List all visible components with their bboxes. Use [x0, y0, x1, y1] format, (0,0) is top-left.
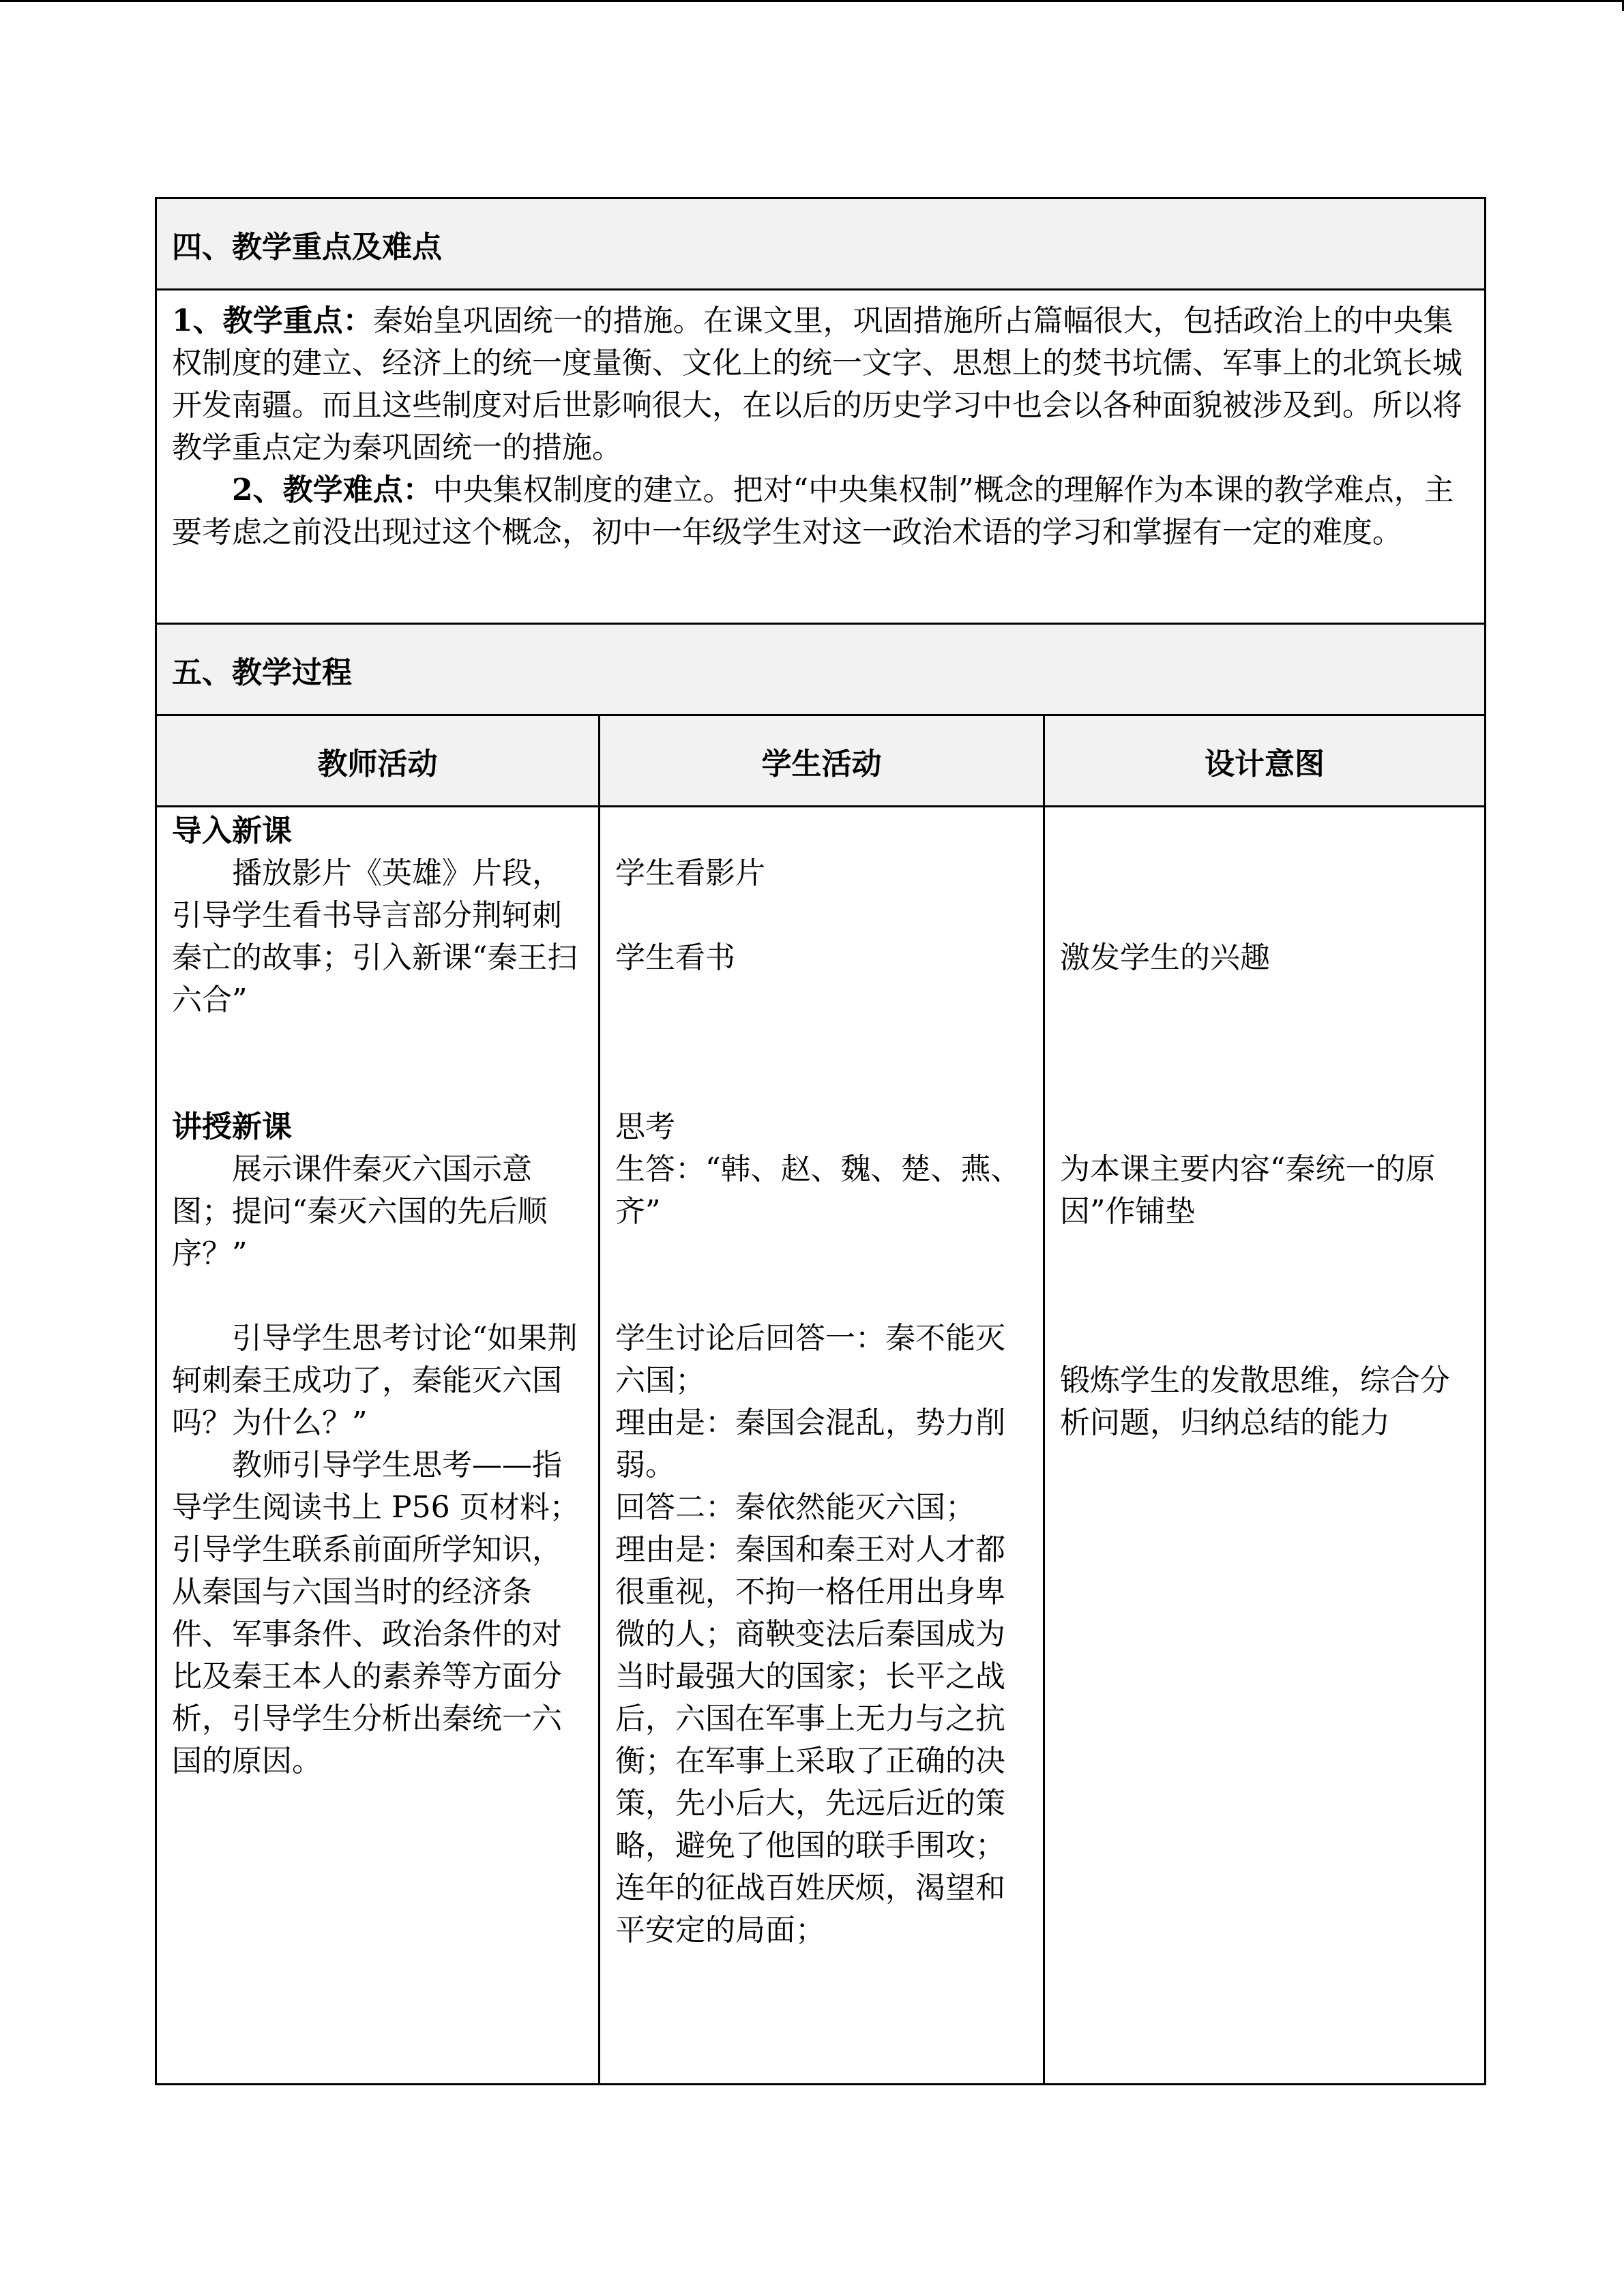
- student-text-1: 学生看影片: [615, 856, 765, 891]
- intent-3: [1060, 1360, 1472, 1444]
- process-table-header: [157, 716, 1484, 807]
- process-table-body: [157, 807, 1484, 2083]
- student-text-5: 学生讨论后回答一：秦不能灭六国；: [615, 1321, 1005, 1398]
- student-text-3: 思考: [615, 1109, 675, 1144]
- lesson-plan-table: [155, 197, 1486, 2085]
- intent-text-3: 锻炼学生的发散思维，综合分析问题，归纳总结的能力: [1060, 1363, 1450, 1440]
- intro-text: 播放影片《英雄》片段，引导学生看书导言部分荆轲刺秦亡的故事；引入新课“秦王扫六合”: [172, 856, 578, 1017]
- student-activity-column: [600, 807, 1045, 2083]
- intent-text-1: 激发学生的兴趣: [1060, 940, 1270, 975]
- key-point-paragraph: [172, 300, 1469, 469]
- student-read: [615, 937, 1031, 979]
- header-student-activity: 学生活动: [600, 716, 1045, 805]
- section4-body: [157, 290, 1484, 625]
- header-design-intent: 设计意图: [1205, 746, 1325, 781]
- student-text-6: 理由是：秦国会混乱，势力削弱。: [615, 1405, 1005, 1482]
- teacher-activity-column: [157, 807, 600, 2083]
- lecture-text-1: 展示课件秦灭六国示意图；提问“秦灭六国的先后顺序？”: [172, 1152, 548, 1271]
- key-point-text: 秦始皇巩固统一的措施。在课文里，巩固措施所占篇幅很大，包括政治上的中央集权制度的建立、经济上的统一度量衡、文化上的统一文字、思想上的焚书坑儒、军事上的北筑长城开发南疆。而且这些制度对后世影响很大，在以后的历史学习中也会以各种面貌被涉及到。所以将教学重点定为秦巩固统一的措施。: [172, 303, 1462, 465]
- header-teacher-activity: 教师活动: [157, 716, 600, 805]
- student-text-4: 生答：“韩、赵、魏、楚、燕、齐”: [615, 1152, 1021, 1229]
- intent-text-2: 为本课主要内容“秦统一的原因”作铺垫: [1060, 1152, 1436, 1229]
- lecture-text-2: 引导学生思考讨论“如果荆轲刺秦王成功了，秦能灭六国吗？为什么？”: [172, 1321, 578, 1440]
- student-text-2: 学生看书: [615, 940, 735, 975]
- student-watch: [615, 852, 1031, 895]
- section5-title: 五、教学过程: [157, 625, 1484, 716]
- key-point-label: 1、教学重点：: [172, 303, 373, 338]
- difficulty-label: 2、教学难点：: [232, 473, 433, 507]
- intent-2: [1060, 1148, 1472, 1233]
- lecture-block-2: [172, 1317, 586, 1783]
- intro-heading: 导入新课: [172, 814, 292, 848]
- intro-block: [172, 810, 586, 1022]
- lecture-text-3: 教师引导学生思考——指导学生阅读书上 P56 页材料；引导学生联系前面所学知识，从秦国与六国当时的经济条件、军事条件、政治条件的对比及秦王本人的素养等方面分析，引导学生分析出秦统一六国的原因。: [172, 1448, 580, 1778]
- lesson-plan-page: [155, 197, 1486, 2085]
- student-text-8: 理由是：秦国和秦王对人才都很重视，不拘一格任用出身卑微的人；商鞅变法后秦国成为当时最强大的国家；长平之战后，六国在军事上无力与之抗衡；在军事上采取了正确的决策，先小后大，先远后近的策略，避免了他国的联手围攻；连年的征战百姓厌烦，渴望和平安定的局面；: [615, 1532, 1005, 1948]
- student-discuss: [615, 1317, 1031, 1952]
- student-think: [615, 1106, 1031, 1233]
- lecture-heading: 讲授新课: [172, 1109, 292, 1144]
- intent-1: [1060, 937, 1472, 979]
- student-text-7: 回答二：秦依然能灭六国；: [615, 1490, 975, 1525]
- lecture-block: [172, 1106, 586, 1275]
- difficulty-paragraph: [172, 469, 1469, 554]
- difficulty-text: 中央集权制度的建立。把对“中央集权制”概念的理解作为本课的教学难点，主要考虑之前没出现过这个概念，初中一年级学生对这一政治术语的学习和掌握有一定的难度。: [172, 473, 1454, 550]
- section4-title: 四、教学重点及难点: [157, 199, 1484, 290]
- design-intent-column: [1045, 807, 1484, 2083]
- page-top-border: [0, 0, 1624, 2]
